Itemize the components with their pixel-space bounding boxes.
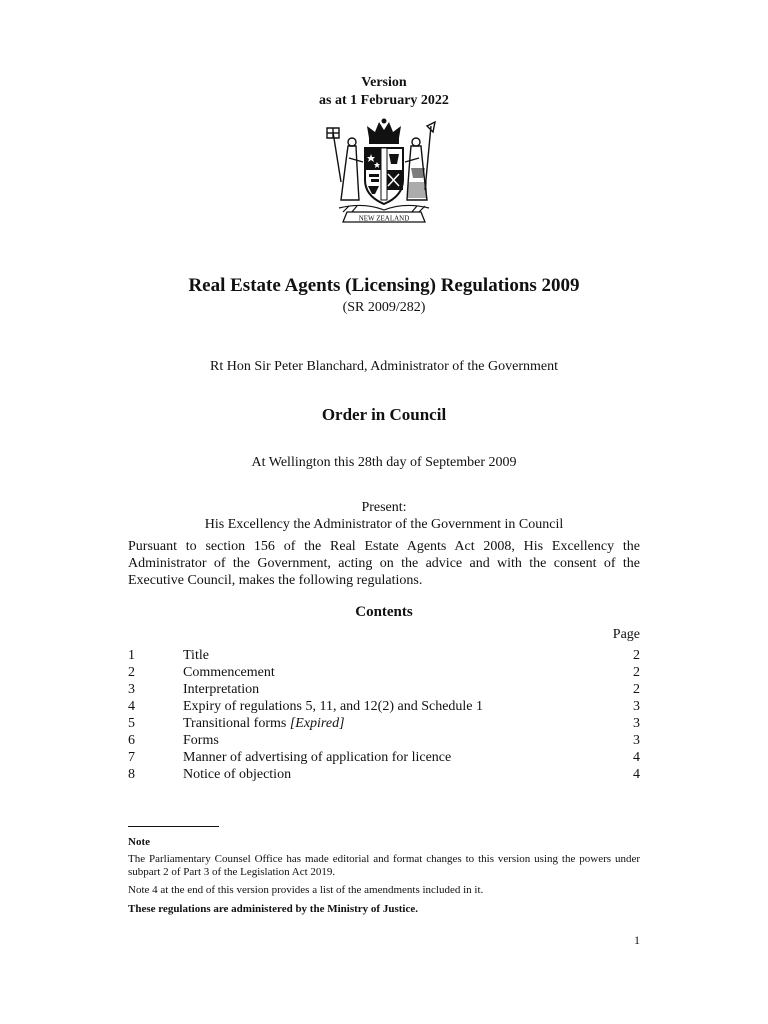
signatory-line: Rt Hon Sir Peter Blanchard, Administrator of the Government	[210, 359, 558, 374]
toc-page: 3	[633, 716, 640, 731]
toc-page: 2	[633, 682, 640, 697]
toc-page: 2	[633, 665, 640, 680]
toc-number: 6	[128, 733, 135, 748]
toc-number: 8	[128, 767, 135, 782]
present-who: His Excellency the Administrator of the Government in Council	[204, 517, 564, 532]
toc-entry[interactable]	[128, 681, 640, 698]
toc-page: 3	[633, 733, 640, 748]
table-of-contents	[128, 647, 640, 783]
document-title: Real Estate Agents (Licensing) Regulations 2009	[188, 275, 580, 296]
toc-title[interactable]: Transitional forms [Expired]	[183, 716, 345, 731]
toc-page: 4	[633, 767, 640, 782]
toc-number: 4	[128, 699, 135, 714]
statutory-reference: (SR 2009/282)	[342, 300, 426, 315]
toc-number: 3	[128, 682, 135, 697]
contents-heading: Contents	[355, 604, 413, 620]
toc-title[interactable]: Manner of advertising of application for licence	[183, 750, 452, 765]
enacting-words: Pursuant to section 156 of the Real Estate Agents Act 2008, His Excellency the Administrator of the Government, acting on the advice and with the consent of the Executive Council, makes the following regulations.	[128, 539, 640, 588]
toc-entry[interactable]	[128, 732, 640, 749]
order-heading: Order in Council	[321, 405, 447, 424]
toc-entry[interactable]	[128, 698, 640, 715]
toc-number: 1	[128, 648, 135, 663]
toc-page: 2	[633, 648, 640, 663]
toc-page: 3	[633, 699, 640, 714]
note-heading: Note	[128, 836, 150, 848]
toc-number: 7	[128, 750, 135, 765]
new-zealand-coat-of-arms-icon	[319, 118, 449, 230]
toc-page: 4	[633, 750, 640, 765]
toc-number: 5	[128, 716, 135, 731]
page-number: 1	[634, 933, 640, 947]
toc-number: 2	[128, 665, 135, 680]
toc-entry[interactable]	[128, 647, 640, 664]
present-label: Present:	[361, 500, 407, 515]
toc-entry[interactable]	[128, 766, 640, 783]
version-date: as at 1 February 2022	[319, 93, 449, 108]
note-editorial: The Parliamentary Counsel Office has made editorial and format changes to this version using the powers under subpart 2 of Part 3 of the Legislation Act 2019.	[128, 853, 640, 878]
toc-title[interactable]: Expiry of regulations 5, 11, and 12(2) and Schedule 1	[183, 699, 484, 714]
scroll-text: NEW ZEALAND	[358, 214, 410, 223]
toc-title[interactable]: Title	[183, 648, 209, 663]
toc-title[interactable]: Forms	[183, 733, 219, 748]
version-label: Version	[361, 75, 407, 90]
toc-entry[interactable]	[128, 664, 640, 681]
contents-page-label: Page	[612, 627, 640, 642]
toc-title[interactable]: Commencement	[183, 665, 275, 680]
toc-entry[interactable]	[128, 749, 640, 766]
toc-title[interactable]: Notice of objection	[183, 767, 292, 782]
note-amendments: Note 4 at the end of this version provides a list of the amendments included in it.	[128, 884, 484, 896]
footnote-divider	[128, 826, 219, 827]
toc-title[interactable]: Interpretation	[183, 682, 260, 697]
place-date-line: At Wellington this 28th day of September 2009	[251, 455, 517, 470]
note-administered: These regulations are administered by the Ministry of Justice.	[128, 903, 418, 915]
toc-entry[interactable]	[128, 715, 640, 732]
